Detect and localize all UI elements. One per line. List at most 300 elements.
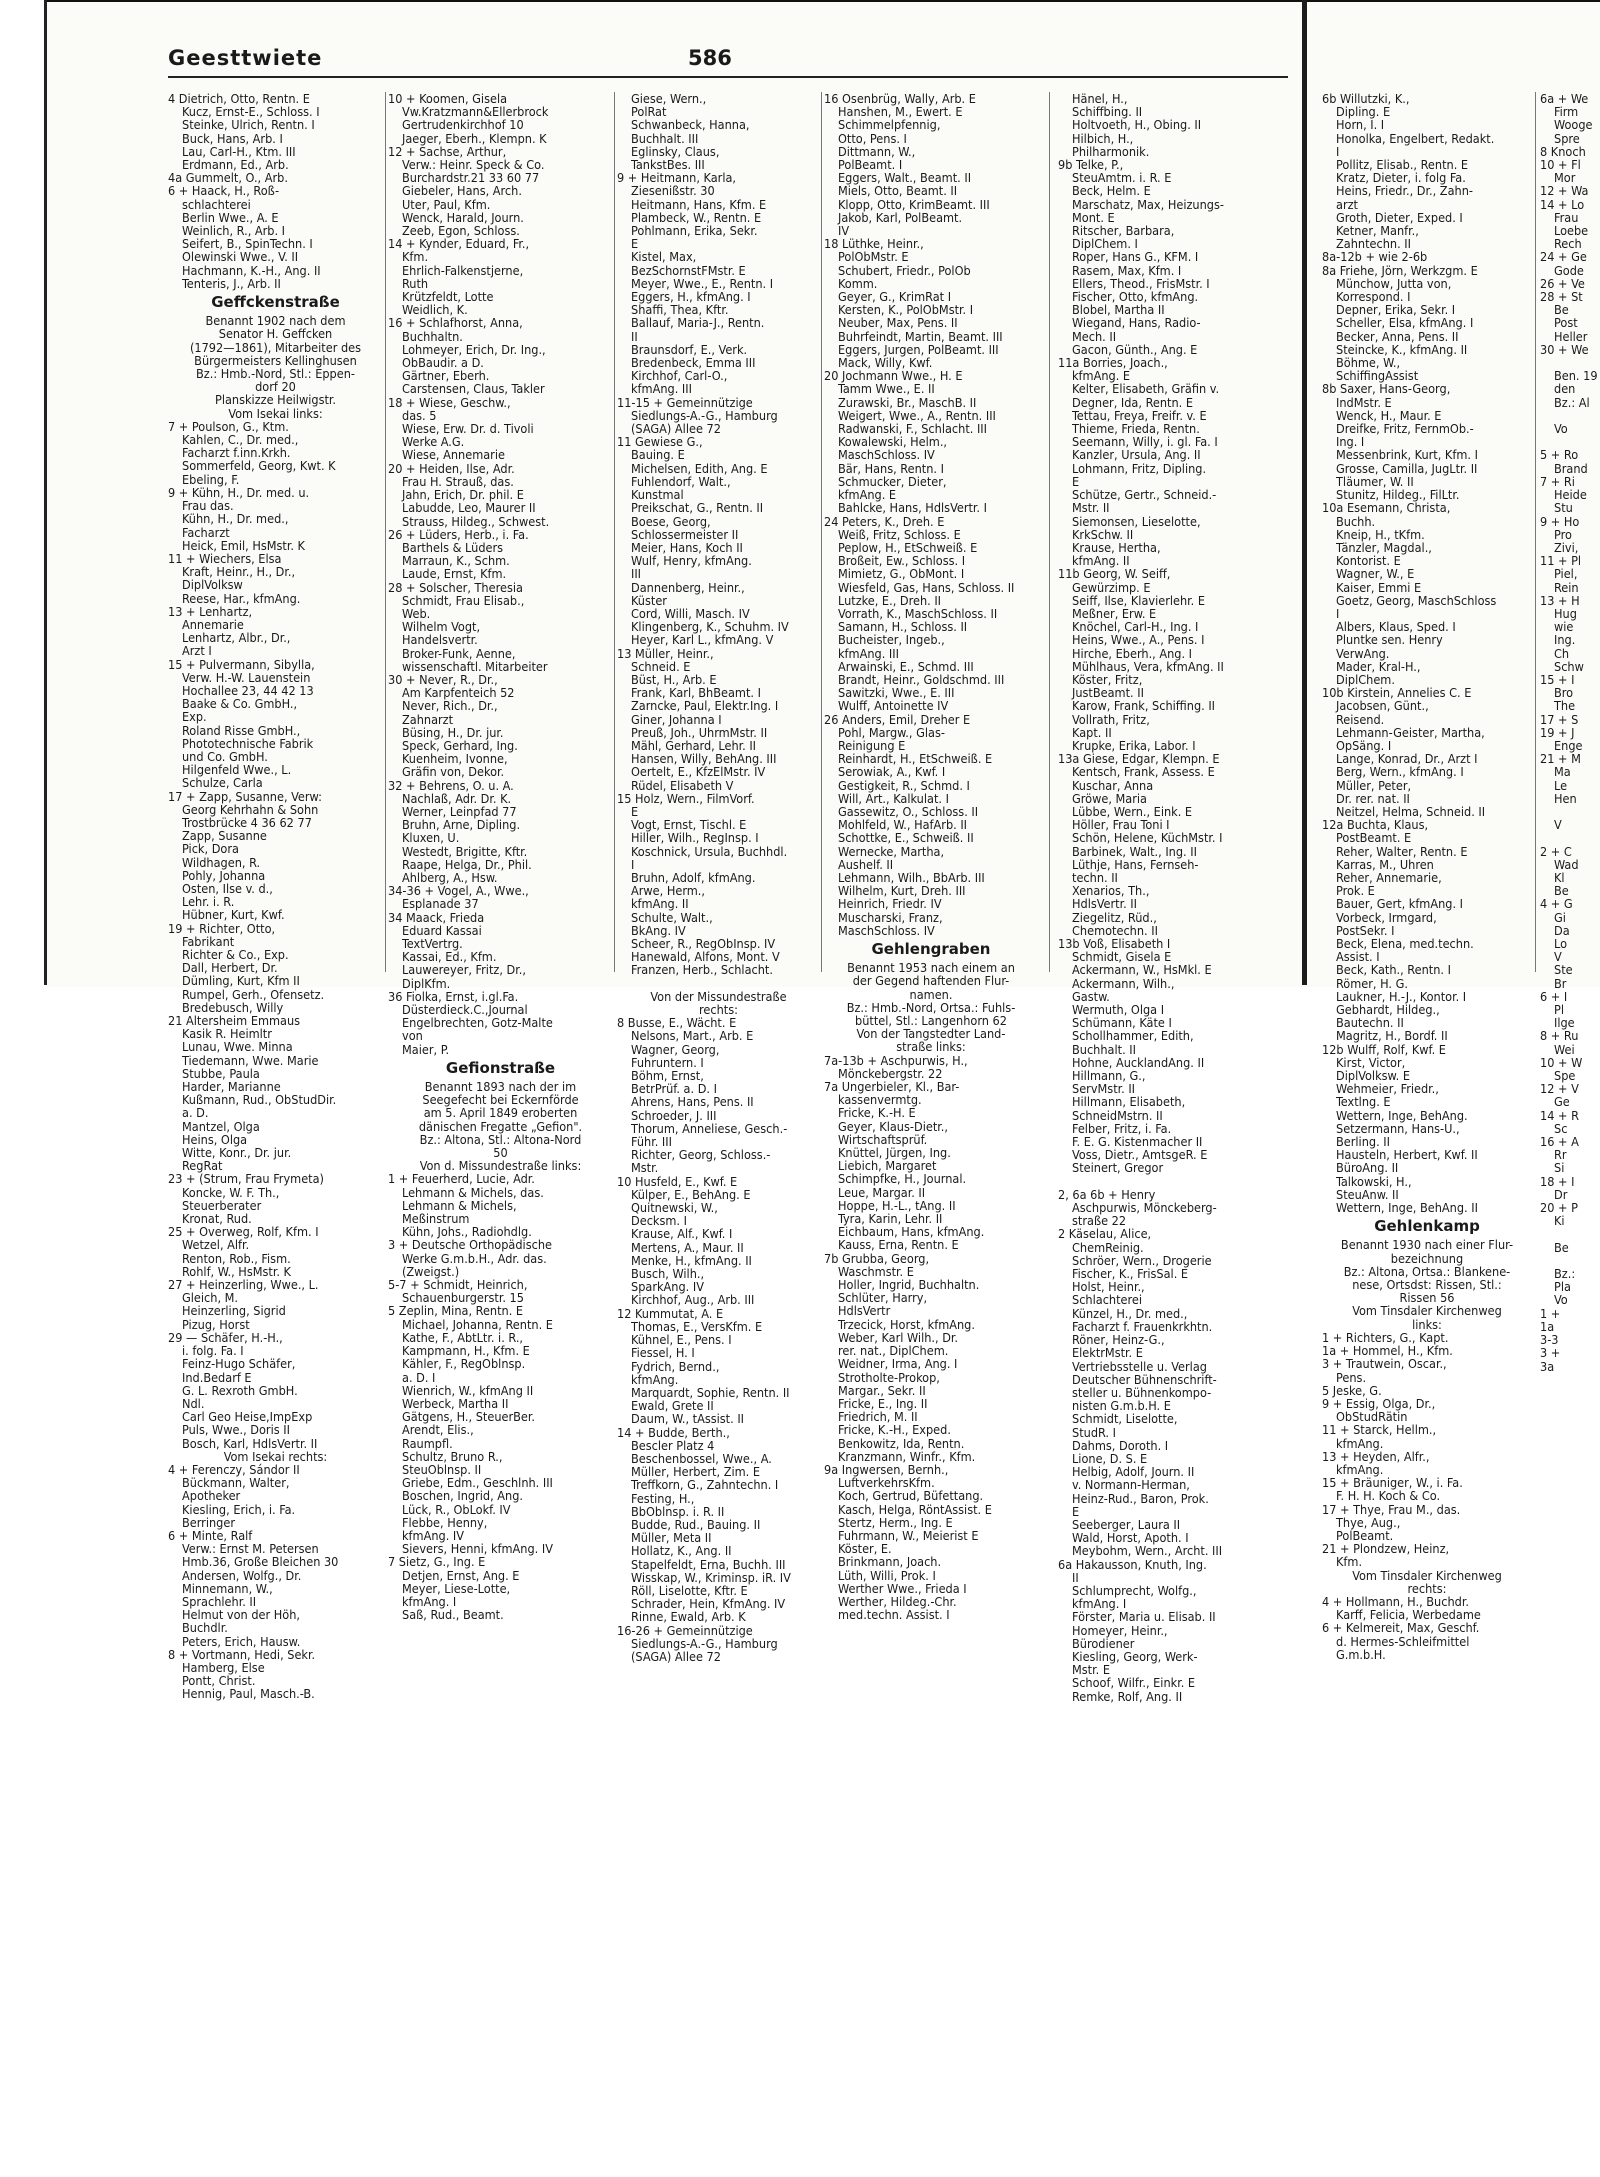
directory-entry: Honolka, Engelbert, Redakt. bbox=[1336, 130, 1495, 146]
directory-entry: 34-36 + Vogel, A., Wwe., bbox=[388, 883, 529, 899]
directory-entry: Fuhlendorf, Walt., bbox=[631, 473, 731, 489]
directory-entry: Arzt I bbox=[182, 643, 212, 659]
street-note: dorf 20 bbox=[255, 379, 296, 395]
directory-entry: Ackermann, Wilh., bbox=[1072, 975, 1175, 991]
directory-entry: Mertens, A., Maur. II bbox=[631, 1239, 744, 1255]
directory-entry: Düsterdieck.C.,Journal bbox=[402, 1002, 528, 1018]
directory-entry: Eggers, H., kfmAng. I bbox=[631, 289, 751, 305]
directory-entry: Vo bbox=[1554, 1292, 1568, 1308]
directory-entry: Bruhn, Arne, Dipling. bbox=[402, 817, 521, 833]
directory-entry: Pl bbox=[1554, 1002, 1564, 1018]
directory-entry: Richter, Georg, Schloss.- bbox=[631, 1147, 771, 1163]
directory-entry: Heins, Olga bbox=[182, 1131, 248, 1147]
directory-entry: Lau, Carl-H., Ktm. III bbox=[182, 143, 296, 159]
directory-entry: Bucheister, Ingeb., bbox=[838, 632, 945, 648]
directory-entry: Facharzt f.inn.Krkh. bbox=[182, 445, 291, 461]
directory-entry: 30 + Never, R., Dr., bbox=[388, 671, 498, 687]
directory-entry: Böhme, W., bbox=[1336, 355, 1401, 371]
directory-entry: Exp. bbox=[182, 709, 207, 725]
directory-entry: 16-26 + Gemeinnützige bbox=[617, 1622, 753, 1638]
directory-entry: E bbox=[1072, 1503, 1080, 1519]
directory-entry: 26 Anders, Emil, Dreher E bbox=[824, 711, 971, 727]
directory-entry: Olewinski Wwe., V. II bbox=[182, 249, 299, 265]
directory-entry: Dannenberg, Heinr., bbox=[631, 579, 745, 595]
directory-entry: SteuOblnsp. II bbox=[402, 1461, 482, 1477]
directory-entry: Lehmann & Michels, bbox=[402, 1197, 517, 1213]
directory-entry: Fischer, K., FrisSal. E bbox=[1072, 1266, 1189, 1282]
directory-entry: Komm. bbox=[838, 275, 878, 291]
directory-entry: MaschSchloss. IV bbox=[838, 447, 935, 463]
street-note: Benannt 1893 nach der im bbox=[424, 1079, 577, 1095]
directory-entry: Remke, Rolf, Ang. II bbox=[1072, 1688, 1183, 1704]
directory-entry: Gestigkeit, R., Schmd. I bbox=[838, 777, 970, 793]
directory-entry: 5 + Ro bbox=[1540, 447, 1579, 463]
directory-entry: Roper, Hans G., KFM. I bbox=[1072, 249, 1199, 265]
directory-entry: Kluxen, U. bbox=[402, 830, 460, 846]
street-note: Benannt 1930 nach einer Flur- bbox=[1340, 1237, 1514, 1253]
directory-column-2 bbox=[388, 91, 613, 1623]
directory-entry: E bbox=[1072, 473, 1080, 489]
directory-entry: Benkowitz, Ida, Rentn. bbox=[838, 1435, 965, 1451]
directory-entry: Gertrudenkirchhof 10 bbox=[402, 117, 524, 133]
directory-entry: Krupke, Erika, Labor. I bbox=[1072, 737, 1196, 753]
directory-entry: 20 Jochmann Wwe., H. E bbox=[824, 368, 963, 384]
directory-entry: HdlsVertr bbox=[838, 1303, 891, 1319]
directory-entry: 9b Telke, P., bbox=[1058, 157, 1124, 173]
directory-entry: Pens. bbox=[1336, 1369, 1367, 1385]
directory-column-4 bbox=[824, 91, 1038, 1623]
directory-entry: kfmAng. bbox=[1336, 1435, 1384, 1451]
directory-entry: I bbox=[631, 856, 635, 872]
directory-entry: Mont. E bbox=[1072, 209, 1115, 225]
directory-entry: Hochallee 23, 44 42 13 bbox=[182, 682, 314, 698]
directory-entry: 6a Hakausson, Knuth, Ing. bbox=[1058, 1556, 1207, 1572]
street-note: Bz.: Altona, Stl.: Altona-Nord bbox=[419, 1131, 582, 1147]
directory-entry: kfmAng. bbox=[1336, 1461, 1384, 1477]
directory-entry: F. H. H. Koch & Co. bbox=[1336, 1488, 1441, 1504]
directory-entry: Pollitz, Elisab., Rentn. E bbox=[1336, 157, 1469, 173]
directory-entry: Miels, Otto, Beamt. II bbox=[838, 183, 958, 199]
directory-entry: Küster bbox=[631, 592, 667, 608]
directory-entry: Wald, Horst, Apoth. I bbox=[1072, 1530, 1189, 1546]
directory-entry: Tamm Wwe., E. II bbox=[838, 381, 935, 397]
directory-entry: kfmAng. III bbox=[631, 381, 692, 397]
directory-entry: Ind.Bedarf E bbox=[182, 1369, 252, 1385]
directory-entry: Frau H. Strauß, das. bbox=[402, 473, 514, 489]
directory-entry: 19 + Richter, Otto, bbox=[168, 920, 276, 936]
directory-entry: PolObMstr. E bbox=[838, 249, 909, 265]
directory-entry: Reinhardt, H., EtSchweiß. E bbox=[838, 751, 993, 767]
directory-entry: Rohlf, W., HsMstr. K bbox=[182, 1263, 291, 1279]
directory-entry: Da bbox=[1554, 922, 1570, 938]
street-note: Vom Tinsdaler Kirchenweg bbox=[1352, 1567, 1502, 1583]
directory-entry: Wienrich, W., kfmAng II bbox=[402, 1382, 534, 1398]
directory-entry: Ketner, Manfr., bbox=[1336, 223, 1419, 239]
directory-entry: Zeeb, Egon, Schloss. bbox=[402, 223, 520, 239]
directory-entry: Ing. I bbox=[1336, 434, 1365, 450]
directory-entry: Dittmann, W., bbox=[838, 143, 916, 159]
directory-entry: Giese, Wern., bbox=[631, 91, 707, 106]
directory-entry: 3-3 bbox=[1540, 1332, 1559, 1348]
directory-entry: Meßinstrum bbox=[402, 1211, 470, 1227]
directory-entry: 16 Osenbrüg, Wally, Arb. E bbox=[824, 91, 976, 106]
directory-entry: 7 + Ri bbox=[1540, 473, 1575, 489]
directory-entry: 17 + S bbox=[1540, 711, 1579, 727]
directory-entry: Tenteris, J., Arb. II bbox=[182, 275, 281, 291]
directory-entry: rer. nat., DiplChem. bbox=[838, 1343, 949, 1359]
directory-entry: Bauing. E bbox=[631, 447, 685, 463]
directory-entry: SparkAng. IV bbox=[631, 1279, 704, 1295]
directory-entry: Siedlungs-A.-G., Hamburg bbox=[631, 407, 778, 423]
street-note: Bz.: Hmb.-Nord, Ortsa.: Fuhls- bbox=[846, 999, 1016, 1015]
directory-entry: Neitzel, Helma, Schneid. II bbox=[1336, 803, 1486, 819]
directory-entry: Bahlcke, Hans, HdlsVertr. I bbox=[838, 500, 987, 516]
directory-entry: Sommerfeld, Georg, Kwt. K bbox=[182, 458, 336, 474]
directory-entry: Wilhelm, Kurt, Dreh. III bbox=[838, 883, 966, 899]
directory-entry: 1 + Richters, G., Kapt. bbox=[1322, 1329, 1449, 1345]
directory-entry: Waschmstr. E bbox=[838, 1263, 914, 1279]
directory-entry: Meßner, Erw. E bbox=[1072, 605, 1157, 621]
directory-entry: DiplChem. I bbox=[1072, 236, 1138, 252]
directory-entry: kfmAng. I bbox=[402, 1593, 457, 1609]
directory-entry: Assist. I bbox=[1336, 949, 1380, 965]
directory-entry: Loebe bbox=[1554, 223, 1589, 239]
directory-entry: Wernecke, Martha, bbox=[838, 843, 945, 859]
directory-entry: Bückmann, Walter, bbox=[182, 1475, 290, 1491]
directory-entry: 8 + Ru bbox=[1540, 1028, 1579, 1044]
directory-entry: Müller, Meta II bbox=[631, 1530, 712, 1546]
directory-entry: Schollhammer, Edith, bbox=[1072, 1028, 1194, 1044]
directory-entry: Buchhalt. II bbox=[1072, 1041, 1136, 1057]
directory-entry: Barthels & Lüders bbox=[402, 539, 504, 555]
directory-entry: PolRat bbox=[631, 104, 667, 120]
directory-entry: Otto, Pens. I bbox=[838, 130, 907, 146]
directory-entry: Kirchhof, Aug., Arb. III bbox=[631, 1292, 755, 1308]
directory-entry: Weiß, Fritz, Schloss. E bbox=[838, 526, 961, 542]
directory-entry: Seeberger, Laura II bbox=[1072, 1516, 1181, 1532]
directory-entry: Mech. II bbox=[1072, 328, 1117, 344]
directory-entry: Magritz, H., Bordf. II bbox=[1336, 1028, 1448, 1044]
directory-entry: Ackermann, W., HsMkl. E bbox=[1072, 962, 1212, 978]
directory-entry: 4 Dietrich, Otto, Rentn. E bbox=[168, 91, 310, 106]
directory-entry: Wad bbox=[1554, 856, 1579, 872]
directory-entry: 13 Müller, Heinr., bbox=[617, 645, 714, 661]
directory-entry: Gräfin von, Dekor. bbox=[402, 764, 505, 780]
directory-entry: schlachterei bbox=[182, 196, 251, 212]
directory-entry: steller u. Bühnenkompo- bbox=[1072, 1384, 1212, 1400]
directory-column-6 bbox=[1322, 91, 1532, 1662]
directory-entry: 15 Holz, Wern., FilmVorf. bbox=[617, 790, 755, 806]
directory-entry: PostSekr. I bbox=[1336, 922, 1395, 938]
page-header bbox=[168, 46, 1288, 78]
directory-entry: Shaffi, Thea, Kftr. bbox=[631, 302, 729, 318]
directory-entry: Harder, Marianne bbox=[182, 1079, 281, 1095]
directory-entry: ServMstr. II bbox=[1072, 1081, 1136, 1097]
directory-entry: Prok. E bbox=[1336, 883, 1375, 899]
directory-entry: 12 + Wa bbox=[1540, 183, 1589, 199]
directory-entry: Meyer, Wwe., E., Rentn. I bbox=[631, 275, 774, 291]
directory-entry: Wiesfeld, Gas, Hans, Schloss. II bbox=[838, 579, 1015, 595]
directory-entry: Le bbox=[1554, 777, 1568, 793]
directory-entry: SchneidMstrn. II bbox=[1072, 1107, 1163, 1123]
directory-entry: 3 + Deutsche Orthopädische bbox=[388, 1237, 552, 1253]
directory-entry: Kähler, F., RegOblnsp. bbox=[402, 1356, 526, 1372]
directory-entry: Schlüter, Harry, bbox=[838, 1290, 928, 1306]
directory-entry: straße 22 bbox=[1072, 1213, 1127, 1229]
directory-entry: 1a + Hommel, H., Kfm. bbox=[1322, 1343, 1453, 1359]
directory-entry: Heller bbox=[1554, 328, 1588, 344]
directory-entry: Kuenheim, Ivonne, bbox=[402, 751, 508, 767]
directory-entry: Kucz, Ernst-E., Schloss. I bbox=[182, 104, 320, 120]
directory-entry: Apotheker bbox=[182, 1488, 241, 1504]
directory-entry: Schoof, Wilfr., Einkr. E bbox=[1072, 1675, 1196, 1691]
directory-entry: Bz.: Al bbox=[1554, 394, 1590, 410]
directory-entry: 13b Voß, Elisabeth I bbox=[1058, 936, 1171, 951]
directory-entry: Handelsvertr. bbox=[402, 632, 478, 648]
directory-entry: Schmidt, Frau Elisab., bbox=[402, 592, 525, 608]
directory-entry: Tettau, Freya, Freifr. v. E bbox=[1072, 407, 1207, 423]
directory-entry: 11 Gewiese G., bbox=[617, 434, 703, 450]
directory-entry: Sievers, Henni, kfmAng. IV bbox=[402, 1541, 553, 1557]
directory-entry: 10 + Koomen, Gisela bbox=[388, 91, 508, 106]
directory-entry: 5 Jeske, G. bbox=[1322, 1382, 1382, 1398]
directory-entry: Kassai, Ed., Kfm. bbox=[402, 949, 497, 965]
directory-entry: Karras, M., Uhren bbox=[1336, 856, 1434, 872]
directory-entry: Pluntke sen. Henry bbox=[1336, 632, 1443, 648]
directory-entry: Dr. rer. nat. II bbox=[1336, 790, 1410, 806]
directory-entry: I bbox=[1336, 143, 1340, 159]
directory-entry: I bbox=[1336, 605, 1340, 621]
directory-entry: Marschatz, Max, Heizungs- bbox=[1072, 196, 1224, 212]
directory-entry: Wiegand, Hans, Radio- bbox=[1072, 315, 1201, 331]
directory-entry: Kirst, Victor, bbox=[1336, 1054, 1406, 1070]
directory-entry: 13 + H bbox=[1540, 592, 1580, 608]
directory-entry: Geyer, G., KrimRat I bbox=[838, 289, 952, 305]
directory-entry: DiplChem. bbox=[1336, 671, 1395, 687]
directory-entry: Wettern, Inge, BehAng. II bbox=[1336, 1200, 1478, 1216]
directory-entry: Weigert, Wwe., A., Rentn. III bbox=[838, 407, 996, 423]
directory-entry: Degner, Ida, Rentn. E bbox=[1072, 394, 1194, 410]
directory-entry: Pohly, Johanna bbox=[182, 867, 266, 883]
directory-entry: DiplVolksw. E bbox=[1336, 1068, 1410, 1084]
directory-entry: Klingenberg, K., Schuhm. IV bbox=[631, 619, 789, 635]
street-note: bezeichnung bbox=[1390, 1250, 1464, 1266]
directory-entry: Koschnick, Ursula, Buchhdl. bbox=[631, 843, 788, 859]
street-note: rechts: bbox=[699, 1002, 738, 1018]
directory-entry: 13 + Heyden, Alfr., bbox=[1322, 1448, 1430, 1464]
directory-entry: IndMstr. E bbox=[1336, 394, 1392, 410]
directory-entry: Rech bbox=[1554, 236, 1582, 252]
directory-entry: Depner, Erika, Sekr. I bbox=[1336, 302, 1456, 318]
directory-entry: Mstr. II bbox=[1072, 500, 1110, 516]
directory-entry: Grosse, Camilla, JugLtr. II bbox=[1336, 460, 1478, 476]
directory-entry: Reinigung E bbox=[838, 737, 906, 753]
directory-entry: Köster, Fritz, bbox=[1072, 671, 1143, 687]
directory-entry: Steinert, Gregor bbox=[1072, 1160, 1164, 1176]
directory-entry: Cord, Willi, Masch. IV bbox=[631, 605, 750, 621]
directory-entry: Verw.: Heinr. Speck & Co. bbox=[402, 157, 545, 173]
directory-entry: Lange, Konrad, Dr., Arzt I bbox=[1336, 751, 1478, 767]
directory-entry: 13 + Lenhartz, bbox=[168, 603, 253, 619]
directory-entry: Philharmonik. bbox=[1072, 143, 1150, 159]
directory-entry: Griebe, Edm., Geschlnh. III bbox=[402, 1475, 553, 1491]
directory-entry: Mähl, Gerhard, Lehr. II bbox=[631, 737, 756, 753]
directory-entry: Mstr. E bbox=[1072, 1662, 1110, 1678]
directory-entry: 2 Käselau, Alice, bbox=[1058, 1226, 1152, 1242]
directory-entry: Dipling. E bbox=[1336, 104, 1391, 120]
directory-column-5 bbox=[1058, 91, 1296, 1704]
directory-entry: Kauss, Erna, Rentn. E bbox=[838, 1237, 959, 1253]
directory-entry: das. 5 bbox=[402, 407, 437, 423]
directory-entry: Puls, Wwe., Doris II bbox=[182, 1422, 290, 1438]
directory-entry: ObBaudir. a D. bbox=[402, 355, 484, 371]
directory-entry: 4 + Ferenczy, Sándor II bbox=[168, 1461, 300, 1477]
directory-entry: Minnemann, W., bbox=[182, 1580, 273, 1596]
directory-entry: Pohlmann, Erika, Sekr. bbox=[631, 223, 758, 239]
directory-entry: Engelbrechten, Gotz-Malte bbox=[402, 1015, 553, 1031]
directory-entry: Steinke, Ulrich, Rentn. I bbox=[182, 117, 315, 133]
directory-entry: Ritscher, Barbara, bbox=[1072, 223, 1175, 239]
directory-entry: Bro bbox=[1554, 685, 1574, 701]
street-note: rechts: bbox=[1407, 1580, 1447, 1596]
directory-entry: Ellers, Theod., FrisMstr. I bbox=[1072, 275, 1210, 291]
directory-entry: 8a-12b + wie 2-6b bbox=[1322, 249, 1428, 265]
directory-entry: Heide bbox=[1554, 487, 1587, 503]
directory-entry: Wiese, Erw. Dr. d. Tivoli bbox=[402, 421, 534, 437]
directory-entry: Neuber, Max, Pens. II bbox=[838, 315, 958, 331]
directory-entry: 6b Willutzki, K., bbox=[1322, 91, 1410, 106]
directory-entry: Kahlen, C., Dr. med., bbox=[182, 432, 299, 448]
directory-entry: Kasik R. Heimltr bbox=[182, 1026, 272, 1042]
directory-entry: Wermuth, Olga I bbox=[1072, 1002, 1165, 1018]
directory-entry: 8 + Vortmann, Hedi, Sekr. bbox=[168, 1646, 316, 1662]
directory-entry: Esplanade 37 bbox=[402, 896, 479, 912]
spacer bbox=[1540, 1227, 1600, 1240]
directory-entry: ChemReinig. bbox=[1072, 1239, 1144, 1255]
directory-entry: Buchhalt. III bbox=[631, 130, 699, 146]
directory-entry: Siedlungs-A.-G., Hamburg bbox=[631, 1635, 778, 1651]
directory-entry: 11-15 + Gemeinnützige bbox=[617, 394, 753, 410]
directory-entry: Hollatz, K., Ang. II bbox=[631, 1543, 732, 1559]
spacer bbox=[1058, 1175, 1296, 1188]
column-divider bbox=[1049, 92, 1050, 972]
directory-entry: Krause, Alf., Kwf. I bbox=[631, 1226, 733, 1242]
directory-entry: 12b Wulff, Rolf, Kwf. E bbox=[1322, 1041, 1446, 1057]
directory-entry: Franzen, Herb., Schlacht. bbox=[631, 962, 773, 978]
directory-entry: v. Normann-Herman, bbox=[1072, 1477, 1190, 1493]
directory-entry: Meyer, Liese-Lotte, bbox=[402, 1580, 511, 1596]
directory-entry: Seifert, B., SpinTechn. I bbox=[182, 236, 313, 252]
directory-entry: 12 + V bbox=[1540, 1081, 1579, 1097]
directory-entry: Römer, H. G. bbox=[1336, 975, 1408, 991]
directory-entry: Talkowski, H., bbox=[1336, 1173, 1412, 1189]
directory-entry: Buchh. bbox=[1336, 513, 1376, 529]
directory-entry: Rumpel, Gerh., Ofensetz. bbox=[182, 986, 325, 1002]
directory-entry: Holler, Ingrid, Buchhaltn. bbox=[838, 1277, 980, 1293]
directory-entry: Gi bbox=[1554, 909, 1566, 925]
directory-entry: Vertriebsstelle u. Verlag bbox=[1072, 1358, 1207, 1374]
directory-entry: Wagner, W., E bbox=[1336, 566, 1415, 582]
directory-entry: 3 + bbox=[1540, 1345, 1561, 1361]
directory-entry: 24 + Ge bbox=[1540, 249, 1587, 265]
directory-entry: Vo bbox=[1554, 421, 1568, 437]
directory-entry: Stubbe, Paula bbox=[182, 1065, 260, 1081]
directory-entry: Schiffbing. II bbox=[1072, 104, 1143, 120]
directory-entry: Serowiak, A., Kwf. I bbox=[838, 764, 946, 780]
directory-entry: Kontorist. E bbox=[1336, 553, 1401, 569]
directory-entry: Trzecick, Horst, kfmAng. bbox=[838, 1316, 975, 1332]
directory-entry: 14 + R bbox=[1540, 1107, 1579, 1123]
directory-entry: Boese, Georg, bbox=[631, 513, 711, 529]
street-note: nese, Ortsdst: Rissen, Stl.: bbox=[1352, 1277, 1502, 1293]
directory-entry: Scheller, Elsa, kfmAng. I bbox=[1336, 315, 1474, 331]
directory-entry: Laude, Ernst, Kfm. bbox=[402, 566, 507, 582]
directory-entry: Be bbox=[1554, 883, 1569, 899]
running-head-street: Geesttwiete bbox=[168, 46, 323, 70]
directory-entry: Heins, Wwe., A., Pens. I bbox=[1072, 632, 1205, 648]
directory-entry: Wildhagen, R. bbox=[182, 854, 261, 870]
directory-entry: Dreifke, Fritz, FernmOb.- bbox=[1336, 421, 1474, 437]
directory-entry: 25 + Overweg, Rolf, Kfm. I bbox=[168, 1224, 319, 1240]
directory-entry: Frank, Karl, BhBeamt. I bbox=[631, 685, 761, 701]
directory-entry: Preuß, Joh., UhrmMstr. II bbox=[631, 724, 768, 740]
directory-entry: Firm bbox=[1554, 104, 1579, 120]
directory-entry: 15 + Bräuniger, W., i. Fa. bbox=[1322, 1475, 1463, 1491]
directory-entry: techn. II bbox=[1072, 869, 1118, 885]
directory-entry: 4a Gummelt, O., Arb. bbox=[168, 170, 288, 186]
directory-entry: Steuerberater bbox=[182, 1197, 262, 1213]
directory-entry: Mack, Willy, Kwf. bbox=[838, 355, 933, 371]
directory-entry: Hirche, Eberh., Ang. I bbox=[1072, 645, 1193, 661]
directory-entry: Kiesling, Erich, i. Fa. bbox=[182, 1501, 296, 1517]
directory-entry: Eggers, Jurgen, PolBeamt. III bbox=[838, 341, 999, 357]
directory-entry: Carstensen, Claus, Takler bbox=[402, 381, 545, 397]
directory-entry: Eichbaum, Hans, kfmAng. bbox=[838, 1224, 985, 1240]
directory-entry: Rinne, Ewald, Arb. K bbox=[631, 1609, 746, 1625]
directory-entry: a. D. I bbox=[402, 1369, 436, 1385]
directory-entry: Deutscher Bühnenschrift- bbox=[1072, 1371, 1217, 1387]
directory-entry: Erdmann, Ed., Arb. bbox=[182, 157, 289, 173]
directory-entry: Kneip, H., tKfm. bbox=[1336, 526, 1425, 542]
directory-entry: Mor bbox=[1554, 170, 1576, 186]
directory-entry: Ahrens, Hans, Pens. II bbox=[631, 1094, 754, 1110]
directory-entry: Kfm. bbox=[1336, 1554, 1363, 1570]
directory-entry: Vorbeck, Irmgard, bbox=[1336, 909, 1437, 925]
directory-entry: The bbox=[1554, 698, 1576, 714]
directory-entry: Zivi, bbox=[1554, 539, 1579, 555]
directory-entry: 8 Knoch bbox=[1540, 143, 1586, 159]
directory-entry: Meier, Hans, Koch II bbox=[631, 539, 743, 555]
directory-entry: MaschSchloss. IV bbox=[838, 922, 935, 938]
directory-entry: ElektrMstr. E bbox=[1072, 1345, 1143, 1361]
directory-entry: Kentsch, Frank, Assess. E bbox=[1072, 764, 1215, 780]
directory-entry: Muscharski, Franz, bbox=[838, 909, 943, 925]
directory-entry: 30 + We bbox=[1540, 341, 1589, 357]
directory-entry: BetrPrüf. a. D. I bbox=[631, 1081, 717, 1097]
directory-entry: Heyer, Karl L., kfmAng. V bbox=[631, 632, 774, 648]
directory-entry: Wilhelm Vogt, bbox=[402, 619, 481, 635]
directory-entry: Bürodiener bbox=[1072, 1635, 1135, 1651]
directory-entry: Mantzel, Olga bbox=[182, 1118, 260, 1134]
directory-entry: Speck, Gerhard, Ing. bbox=[402, 737, 518, 753]
directory-entry: ObStudRätin bbox=[1336, 1409, 1408, 1425]
directory-entry: 21 Altersheim Emmaus bbox=[168, 1013, 301, 1029]
directory-entry: Scheer, R., RegObInsp. IV bbox=[631, 936, 776, 951]
directory-entry: Baake & Co. GmbH., bbox=[182, 696, 298, 712]
directory-entry: Br bbox=[1554, 975, 1567, 991]
directory-entry: Heins, Friedr., Dr., Zahn- bbox=[1336, 183, 1473, 199]
directory-entry: Weinlich, R., Arb. I bbox=[182, 223, 286, 239]
